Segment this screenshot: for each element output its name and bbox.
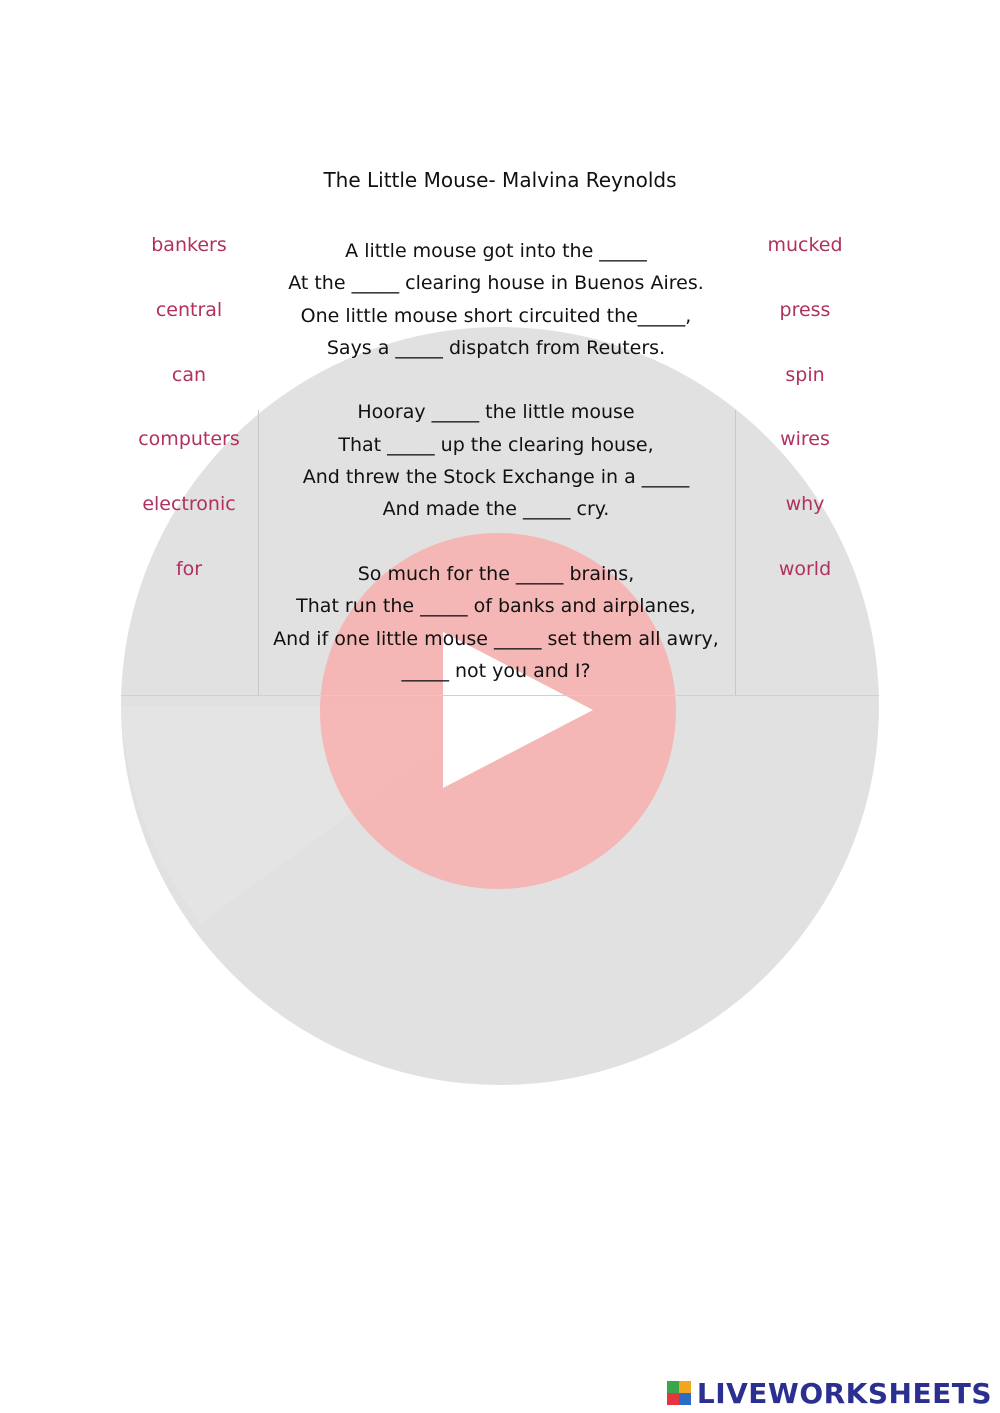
- lyric-line: And if one little mouse _____ set them all awry,: [273, 627, 719, 650]
- table-bottom-border: [121, 695, 879, 696]
- word-bank-item: bankers: [151, 234, 227, 256]
- word-bank-item: computers: [138, 428, 240, 451]
- lyric-line: And threw the Stock Exchange in a _____: [302, 466, 690, 489]
- word-bank-item: electronic: [142, 493, 236, 516]
- logo-grid-icon: [667, 1381, 691, 1405]
- logo-square: [667, 1381, 679, 1393]
- stanza-gap: [258, 527, 734, 559]
- lyric-line: That _____ up the clearing house,: [338, 433, 654, 456]
- word-bank-right: [730, 230, 880, 619]
- word-bank-item: why: [785, 493, 825, 516]
- word-bank-item: world: [778, 557, 832, 580]
- logo-square: [667, 1393, 679, 1405]
- page-title: The Little Mouse- Malvina Reynolds: [323, 168, 677, 192]
- word-bank-item: for: [175, 557, 203, 580]
- lyric-line: At the _____ clearing house in Buenos Aires.: [288, 272, 704, 295]
- brand-name: LIVEWORKSHEETS: [696, 1376, 992, 1410]
- stanza-gap: [258, 365, 734, 397]
- lyric-line: That run the _____ of banks and airplanes,: [296, 595, 696, 618]
- lyric-line: Hooray _____ the little mouse: [357, 401, 635, 424]
- lyric-line: _____ not you and I?: [401, 659, 591, 682]
- logo-square: [679, 1381, 691, 1393]
- lyrics-body: [258, 236, 734, 688]
- word-bank-item: wires: [780, 428, 830, 451]
- word-bank-item: spin: [785, 363, 825, 386]
- word-bank-item: central: [155, 298, 223, 321]
- word-bank-item: mucked: [767, 234, 843, 256]
- lyric-line: Says a _____ dispatch from Reuters.: [326, 336, 666, 359]
- word-bank-item: can: [171, 363, 207, 386]
- liveworksheets-logo[interactable]: [667, 1376, 992, 1410]
- lyric-line: A little mouse got into the _____: [345, 240, 647, 262]
- word-bank-item: press: [779, 298, 831, 321]
- word-bank-left: [114, 230, 264, 619]
- logo-square: [679, 1393, 691, 1405]
- lyric-line: One little mouse short circuited the_____,: [300, 304, 692, 327]
- lyric-line: And made the _____ cry.: [382, 498, 610, 521]
- lyric-line: So much for the _____ brains,: [357, 562, 635, 585]
